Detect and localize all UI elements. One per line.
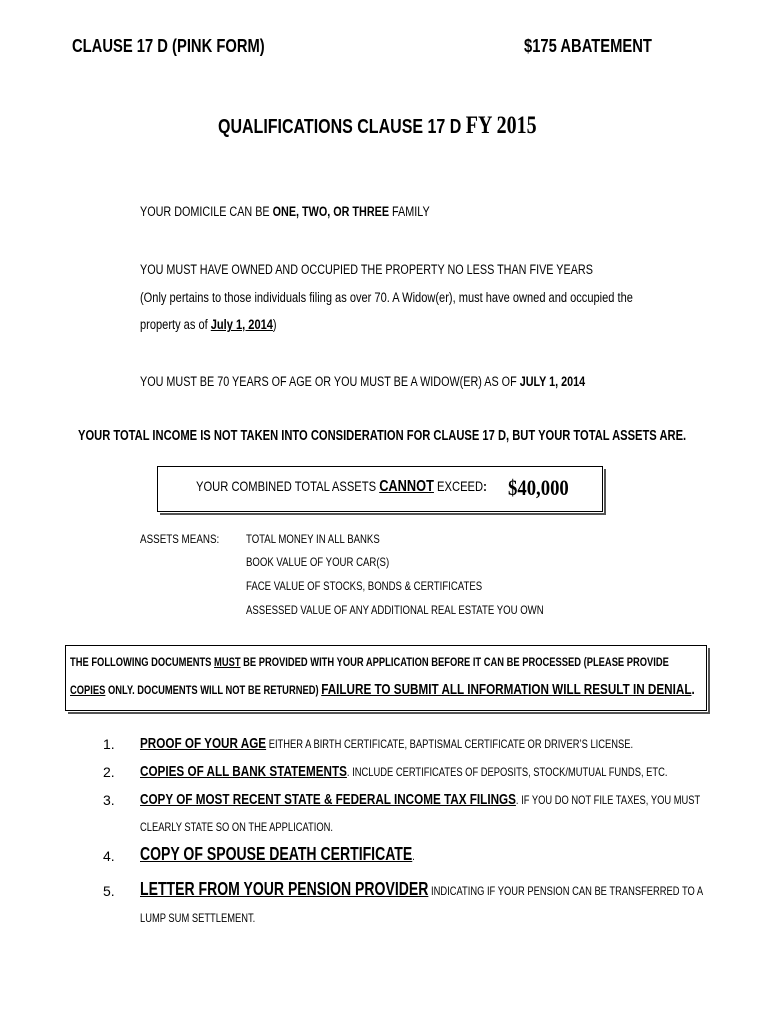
list-item-heading: LETTER FROM YOUR PENSION PROVIDER [140,879,429,899]
docs-copies: COPIES [70,683,106,697]
age-prefix: YOU MUST BE 70 YEARS OF AGE OR YOU MUST BE A WIDOW(ER) AS OF [140,374,520,389]
list-item [140,763,770,781]
age-date: JULY 1, 2014 [519,374,586,389]
assets-exceed: EXCEED [433,478,484,494]
income-note: YOUR TOTAL INCOME IS NOT TAKEN INTO CONSIDERATION FOR CLAUSE 17 D, BUT YOUR TOTAL ASSETS ARE. [78,428,687,444]
ownership-note-line-1: (Only pertains to those individuals filing as over 70. A Widow(er), must have owned and occupied the [140,290,633,305]
docs-line2-b: ONLY. DOCUMENTS WILL NOT BE RETURNED) [105,683,322,697]
ownership-note-line-2 [140,317,307,332]
list-item-number: 5. [103,883,115,899]
abatement-amount-text: $175 ABATEMENT [524,36,652,56]
domicile-suffix: FAMILY [389,204,430,219]
age-requirement [140,374,696,389]
list-item-heading: COPIES OF ALL BANK STATEMENTS [140,763,347,780]
list-item-text: . IF YOU DO NOT FILE TAXES, YOU MUST [515,793,701,807]
list-item-text: EITHER A BIRTH CERTIFICATE, BAPTISMAL CERTIFICATE OR DRIVER’S LICENSE. [266,737,634,751]
list-item [140,844,492,865]
list-item-text: . [412,849,415,863]
list-item-heading: PROOF OF YOUR AGE [140,735,267,752]
list-item-text: INDICATING IF YOUR PENSION CAN BE TRANSFERRED TO A [428,884,704,898]
note-suffix: ) [272,317,277,332]
docs-failure-warning: FAILURE TO SUBMIT ALL INFORMATION WILL RESULT IN DENIAL [321,681,692,698]
domicile-emphasis: ONE, TWO, OR THREE [272,204,390,219]
documents-notice-line-1 [70,655,770,669]
asset-item: BOOK VALUE OF YOUR CAR(S) [246,555,390,569]
list-item-number: 2. [103,764,115,780]
title-main: QUALIFICATIONS CLAUSE 17 D [218,116,462,138]
form-name-text: CLAUSE 17 D (PINK FORM) [72,36,265,56]
list-item-continuation: LUMP SUM SETTLEMENT. [140,911,256,925]
domicile-requirement [140,204,502,219]
assets-cannot: CANNOT [379,478,434,495]
list-item-continuation: CLEARLY STATE SO ON THE APPLICATION. [140,820,333,834]
list-item [140,735,770,753]
list-item-heading: COPY OF SPOUSE DEATH CERTIFICATE [140,844,413,864]
list-item-number: 3. [103,792,115,808]
list-item-number: 1. [103,736,115,752]
asset-item: TOTAL MONEY IN ALL BANKS [246,532,380,546]
list-item [140,791,770,809]
assets-limit-amount: $40,000 [508,475,569,500]
note-prefix: property as of [140,317,211,332]
assets-prefix: YOUR COMBINED TOTAL ASSETS [196,478,380,494]
title-fiscal-year: FY 2015 [465,112,537,139]
assets-limit-text [196,478,560,496]
list-item-text: . INCLUDE CERTIFICATES OF DEPOSITS, STOCK/MUTUAL FUNDS, ETC. [346,765,668,779]
note-date: July 1, 2014 [210,317,273,332]
page-title [218,112,616,140]
assets-colon: : [483,478,487,494]
assets-definition-label: ASSETS MEANS: [140,532,220,546]
asset-item: FACE VALUE OF STOCKS, BONDS & CERTIFICATES [246,579,483,593]
domicile-prefix: YOUR DOMICILE CAN BE [140,204,273,219]
asset-item: ASSESSED VALUE OF ANY ADDITIONAL REAL ESTATE YOU OWN [246,603,544,617]
form-name-heading [72,36,307,57]
ownership-requirement: YOU MUST HAVE OWNED AND OCCUPIED THE PROPERTY NO LESS THAN FIVE YEARS [140,262,593,277]
list-item-number: 4. [103,848,115,864]
abatement-amount-heading [524,36,680,57]
docs-line2-end: . [691,681,695,698]
docs-line1-b: BE PROVIDED WITH YOUR APPLICATION BEFORE IT CAN BE PROCESSED (PLEASE PROVIDE [240,655,669,669]
docs-must: MUST [214,655,241,669]
documents-notice-line-2 [70,681,770,698]
list-item-heading: COPY OF MOST RECENT STATE & FEDERAL INCOME TAX FILINGS [140,791,516,808]
list-item [140,879,770,900]
docs-line1-a: THE FOLLOWING DOCUMENTS [70,655,215,669]
